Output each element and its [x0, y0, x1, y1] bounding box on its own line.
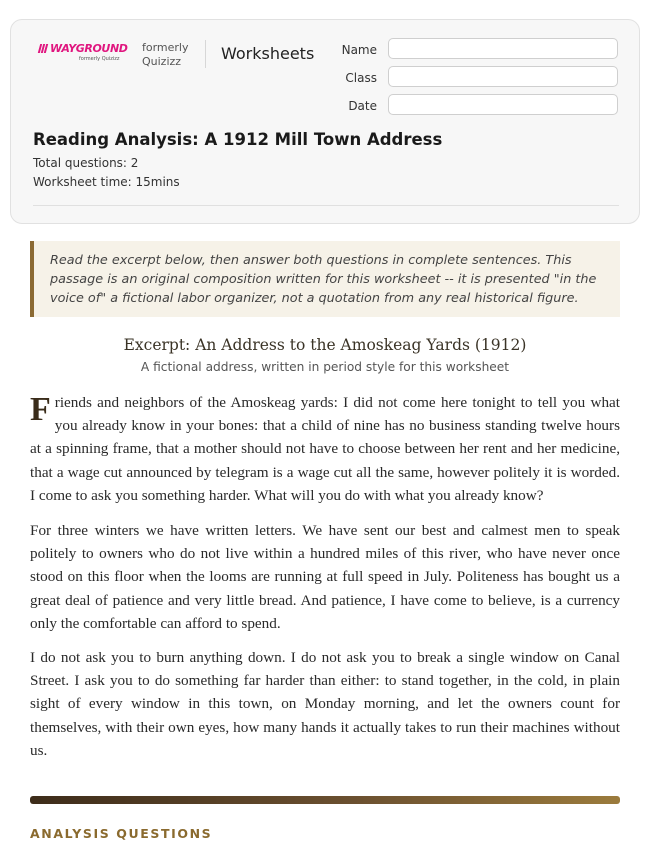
excerpt-paragraph-2: For three winters we have written letters. We have sent our best and calmest men to speak politely to owners who do not live within a hundred miles of this river, who have never once stood on this floor when the looms are running at full speed in July. Politeness has bought us a great deal of patience and very little bread. And patience, I have come to believe, is a currency only the comfortable can afford to spend. [30, 522, 620, 632]
excerpt-subtitle: A fictional address, written in period style for this worksheet [140, 360, 510, 374]
name-field[interactable] [388, 38, 618, 59]
header-divider [205, 40, 206, 68]
section-divider-bar [30, 796, 620, 804]
date-label: Date [348, 99, 377, 113]
total-questions: Total questions: 2 [33, 156, 139, 170]
header-rule [33, 205, 619, 206]
brand-tagline: formerly Quizizz [79, 56, 120, 62]
brand-wordmark: WAYGROUND [39, 42, 127, 56]
date-field[interactable] [388, 94, 618, 115]
worksheets-label: Worksheets [221, 44, 315, 63]
instructions-box: Read the excerpt below, then answer both questions in complete sentences. This passage is an original composition written for this worksheet -- it is presented "in the voice of" a fictional labor organizer, not a quotation from any real historical figure. [30, 241, 620, 317]
analysis-questions-heading: ANALYSIS QUESTIONS [30, 826, 213, 841]
class-field[interactable] [388, 66, 618, 87]
excerpt-title: Excerpt: An Address to the Amoskeag Yards (1912) [123, 336, 527, 354]
name-label: Name [341, 43, 377, 57]
worksheet-time: Worksheet time: 15mins [33, 175, 180, 189]
class-label: Class [345, 71, 377, 85]
brand-bars-icon [39, 43, 48, 56]
brand-logo [39, 42, 129, 66]
worksheet-title: Reading Analysis: A 1912 Mill Town Address [33, 130, 443, 149]
worksheet-header [10, 19, 640, 224]
formerly-note: formerly Quizizz [142, 41, 189, 68]
excerpt-paragraph-1: Friends and neighbors of the Amoskeag yards: I did not come here tonight to tell you what you already know in your bones: that a child of nine has no business standing twelve hours at a spinning frame, that a mother should not have to choose between her rent and her medicine, that a wage cut announced by telegram is a wage cut all the same, however politely it is worded. I come to ask you something harder. What will you do with what you already know? [30, 391, 620, 504]
excerpt-paragraph-3: I do not ask you to burn anything down. I do not ask you to break a single window on Canal Street. I ask you to do something far harder than either: to stand together, in the cold, in plain sight of every window in this town, on Monday morning, and let the owners count for themselves, with their own eyes, how many hands it actually takes to run their machines without us. [30, 649, 620, 759]
drop-cap: F [30, 391, 51, 428]
